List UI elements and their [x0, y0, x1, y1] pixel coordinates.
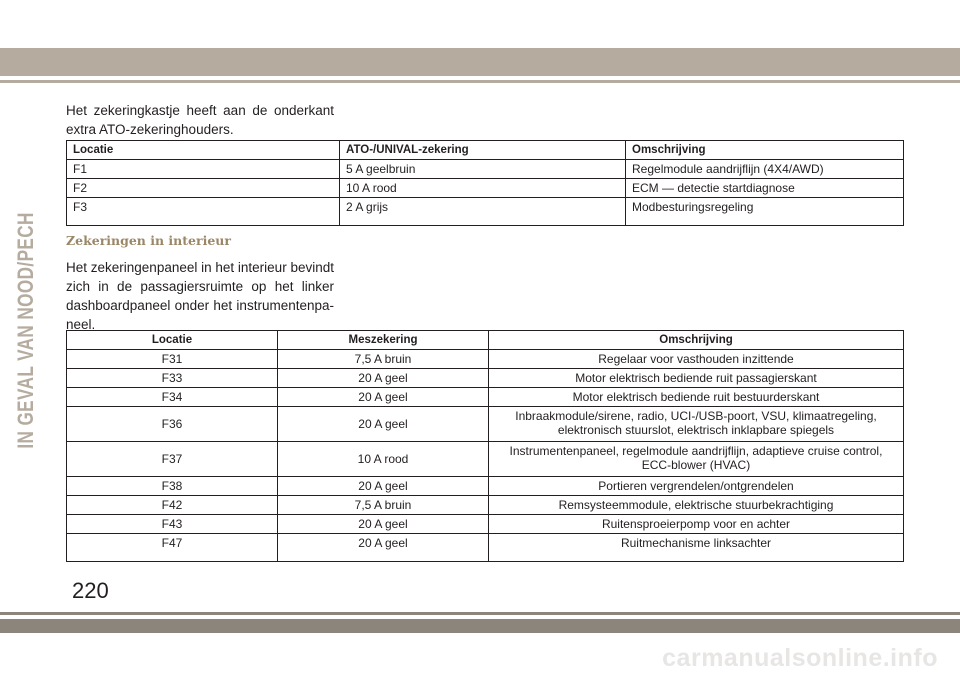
table-row — [67, 442, 904, 477]
cell-description — [489, 407, 904, 442]
bottom-decor-line — [0, 612, 960, 615]
cell-fuse: 20 A geel — [278, 388, 489, 407]
cell-description: Regelaar voor vasthouden inzittende — [489, 350, 904, 369]
cell-fuse: 2 A grijs — [340, 198, 626, 226]
cell-location: F31 — [67, 350, 278, 369]
page-number: 220 — [72, 578, 109, 603]
description-line: Inbraakmodule/sirene, radio, UCI-/USB-poort, VSU, klimaatregeling, — [515, 409, 877, 423]
cell-description: Regelmodule aandrijflijn (4X4/AWD) — [626, 160, 904, 179]
cell-fuse: 10 A rood — [340, 179, 626, 198]
column-header: ATO-/UNIVAL-zekering — [340, 141, 626, 160]
cell-location: F37 — [67, 442, 278, 477]
column-header: Omschrijving — [626, 141, 904, 160]
cell-description: Ruitmechanisme linksachter — [489, 534, 904, 562]
cell-location: F43 — [67, 515, 278, 534]
cell-description: Motor elektrisch bediende ruit bestuurderskant — [489, 388, 904, 407]
section-heading: Zekeringen in interieur — [66, 233, 231, 248]
description-line: ECC-blower (HVAC) — [641, 458, 751, 472]
table-row — [67, 388, 904, 407]
bottom-decor-band — [0, 619, 960, 633]
cell-location: F33 — [67, 369, 278, 388]
cell-fuse: 5 A geelbruin — [340, 160, 626, 179]
cell-location: F38 — [67, 477, 278, 496]
table-header-row — [67, 141, 904, 160]
cell-location: F2 — [67, 179, 340, 198]
cell-fuse: 10 A rood — [278, 442, 489, 477]
cell-location: F34 — [67, 388, 278, 407]
column-header: Omschrijving — [489, 331, 904, 350]
table-header-row — [67, 331, 904, 350]
cell-location: F3 — [67, 198, 340, 226]
cell-description — [489, 442, 904, 477]
cell-location: F47 — [67, 534, 278, 562]
table-row — [67, 179, 904, 198]
table-row — [67, 515, 904, 534]
interior-fuse-table — [66, 330, 904, 562]
interior-paragraph: Het zekeringenpaneel in het interieur bevindt zich in de passagiersruimte op het linker dashboardpaneel onder het instrumentenpa-neel. — [66, 260, 334, 332]
table-row — [67, 496, 904, 515]
cell-fuse: 20 A geel — [278, 477, 489, 496]
cell-description: Remsysteemmodule, elektrische stuurbekrachtiging — [489, 496, 904, 515]
chapter-side-label: IN GEVAL VAN NOOD/PECH — [13, 212, 38, 449]
cell-description: Motor elektrisch bediende ruit passagierskant — [489, 369, 904, 388]
cell-description: Ruitensproeierpomp voor en achter — [489, 515, 904, 534]
cell-description: ECM — detectie startdiagnose — [626, 179, 904, 198]
table-row — [67, 477, 904, 496]
cell-description: Portieren vergrendelen/ontgrendelen — [489, 477, 904, 496]
table-row — [67, 160, 904, 179]
table-row — [67, 407, 904, 442]
column-header: Locatie — [67, 331, 278, 350]
cell-location: F1 — [67, 160, 340, 179]
cell-fuse: 20 A geel — [278, 369, 489, 388]
description-line: Instrumentenpaneel, regelmodule aandrijflijn, adaptieve cruise control, — [509, 444, 883, 458]
top-decor-line — [0, 80, 960, 83]
table-row — [67, 534, 904, 562]
table-row — [67, 350, 904, 369]
cell-fuse: 20 A geel — [278, 515, 489, 534]
cell-fuse: 7,5 A bruin — [278, 496, 489, 515]
column-header: Locatie — [67, 141, 340, 160]
cell-location: F42 — [67, 496, 278, 515]
top-decor-band — [0, 48, 960, 76]
intro-paragraph: Het zekeringkastje heeft aan de onderkant extra ATO-zekeringhouders. — [66, 103, 334, 137]
cell-location: F36 — [67, 407, 278, 442]
cell-description: Modbesturingsregeling — [626, 198, 904, 226]
table-row — [67, 198, 904, 226]
table-row — [67, 369, 904, 388]
description-line: elektronisch stuurslot, elektrisch inklapbare spiegels — [557, 423, 835, 437]
cell-fuse: 20 A geel — [278, 407, 489, 442]
cell-fuse: 7,5 A bruin — [278, 350, 489, 369]
column-header: Meszekering — [278, 331, 489, 350]
watermark: carmanualsonline.info — [662, 644, 938, 672]
cell-fuse: 20 A geel — [278, 534, 489, 562]
ato-fuse-table — [66, 140, 904, 226]
